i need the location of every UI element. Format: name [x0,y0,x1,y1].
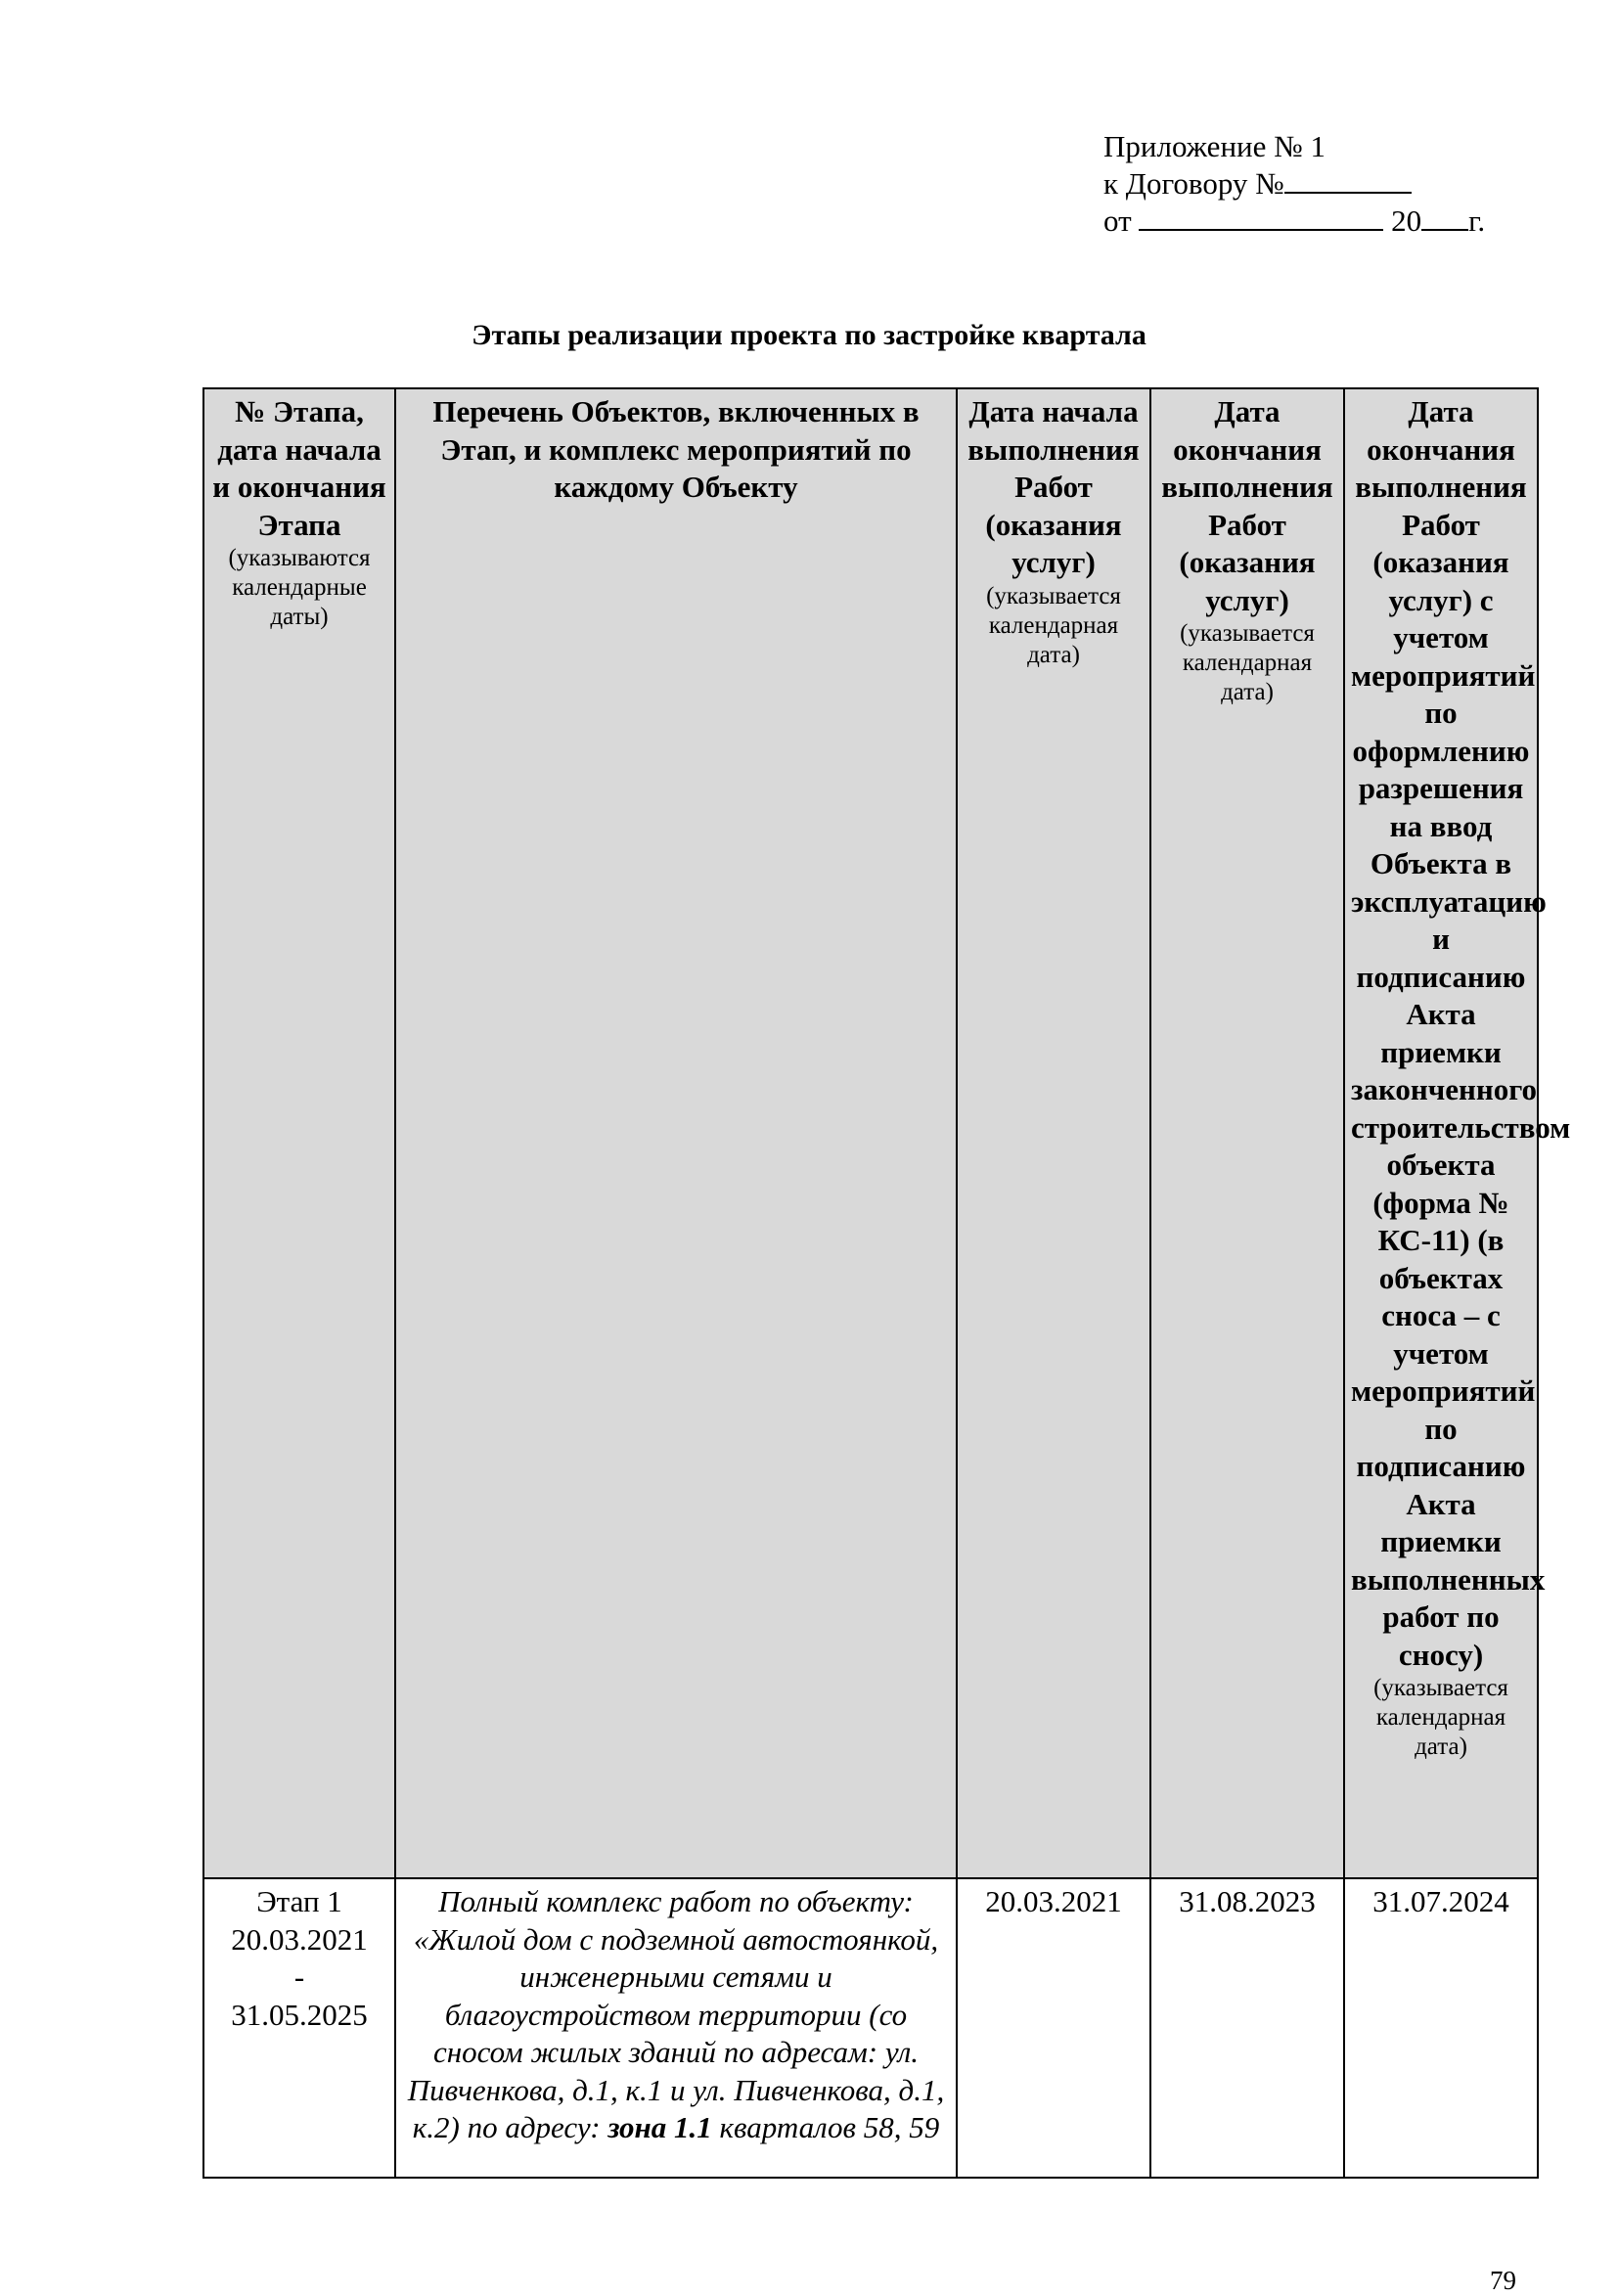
date-prefix: от [1103,203,1132,238]
contract-label: к Договору № [1103,166,1284,201]
date-blank [1139,203,1383,231]
contract-date-line [1103,203,1485,240]
table-header-row [203,388,1538,1878]
header-end-date-note: (указывается календарная дата) [1180,620,1315,705]
document-title: Этапы реализации проекта по застройке квартала [472,319,1146,351]
stage-end: 31.05.2025 [231,1997,368,2032]
page-number: 79 [1490,2266,1516,2295]
stage-cell [203,1878,395,2178]
table-row [203,1878,1538,2178]
stage-dash: - [293,1959,305,1994]
year-blank [1421,203,1468,231]
contract-number-line [1103,165,1485,203]
appendix-number: Приложение № 1 [1103,129,1326,163]
final-date-cell: 31.07.2024 [1344,1878,1538,2178]
objects-text: Полный комплекс работ по объекту: «Жилой дом с подземной автостоянкой, инженерными сетями и благоустройством территории (со сносом жилых зданий по адресам: ул. Пивченкова, д.1, к.1 и ул. Пивченкова, д.1, к.2) по адресу: [407,1884,945,2144]
appendix-reference [1103,128,1485,240]
header-final-date-title: Дата окончания выполнения Работ (оказания услуг) с учетом мероприятий по оформлению разрешения на ввод Объекта в эксплуатацию и подписанию Акта приемки законченного строительством объекта (форма № КС-11) (в объектах сноса – с учетом мероприятий по подписанию Акта приемки выполненных работ по сносу) [1351,394,1571,1672]
header-final-date [1344,388,1571,1878]
start-date-cell: 20.03.2021 [957,1878,1150,2178]
header-start-date-title: Дата начала выполнения Работ (оказания услуг) [967,394,1140,579]
header-stage-title: № Этапа, дата начала и окончания Этапа [212,394,386,542]
year-suffix: г. [1468,203,1486,238]
header-start-date-note: (указывается календарная дата) [986,582,1121,668]
stages-table [202,387,1571,2179]
header-objects-title: Перечень Объектов, включенных в Этап, и комплекс мероприятий по каждому Объекту [432,394,920,504]
header-start-date [957,388,1150,1878]
year-prefix: 20 [1391,203,1422,238]
objects-quarters: кварталов 58, 59 [711,2110,940,2144]
header-objects [395,388,957,1878]
end-date-cell: 31.08.2023 [1150,1878,1344,2178]
header-stage-note: (указываются календарные даты) [228,545,371,630]
contract-number-blank [1284,166,1412,194]
stage-start: 20.03.2021 [231,1921,368,1957]
header-final-date-note: (указывается календарная дата) [1373,1675,1508,1760]
header-stage [203,388,395,1878]
objects-cell [395,1878,957,2178]
header-end-date-title: Дата окончания выполнения Работ (оказания услуг) [1161,394,1333,617]
stage-name: Этап 1 [256,1884,342,1918]
header-end-date [1150,388,1344,1878]
objects-zone: зона 1.1 [607,2110,712,2144]
